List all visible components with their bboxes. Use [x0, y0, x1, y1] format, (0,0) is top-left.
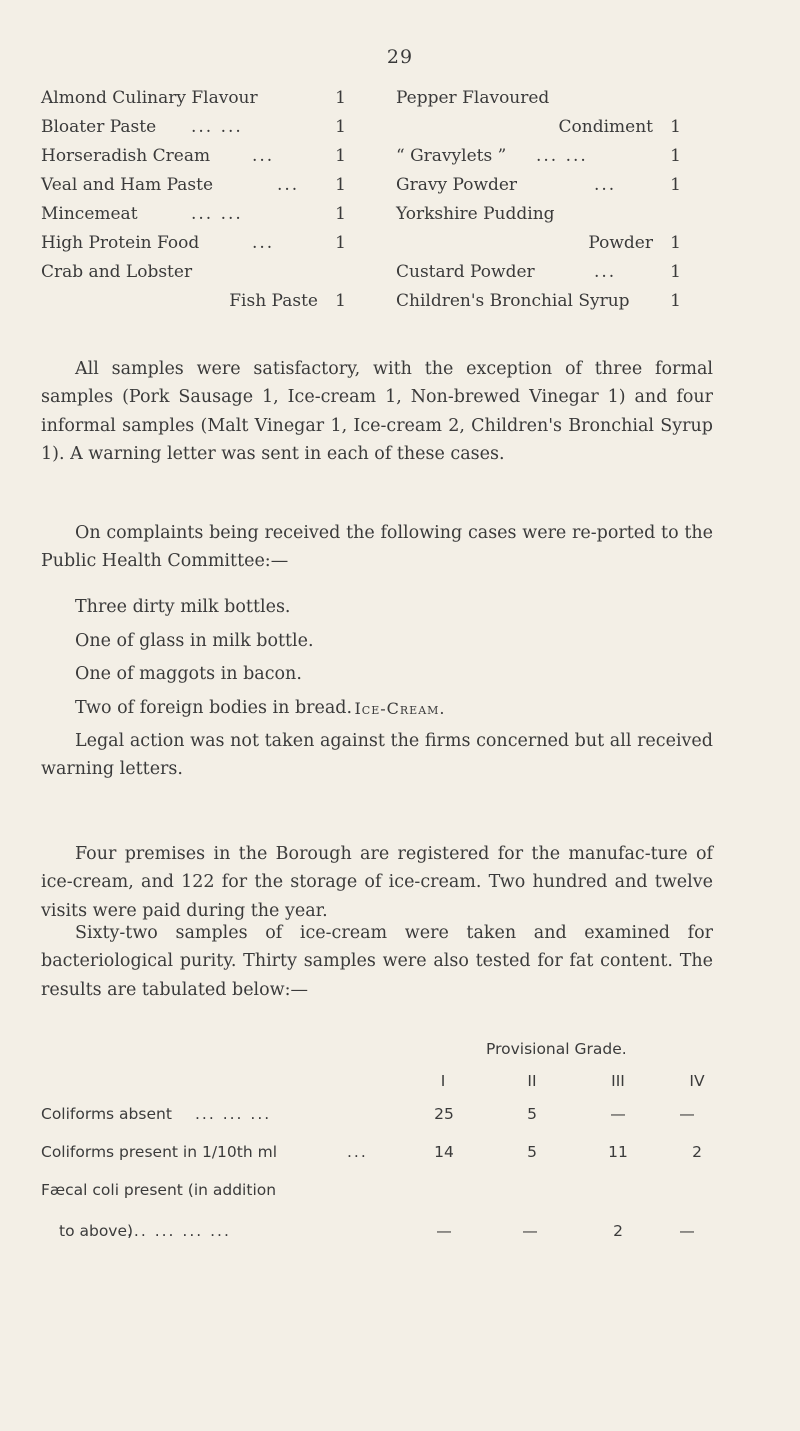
table-cell: 5 — [527, 1143, 537, 1161]
paragraph-complaints-intro: On complaints being received the following cases were re-ported to the Public Health Committee:— — [41, 523, 713, 572]
row-label: Fæcal coli present (in addition — [41, 1181, 277, 1199]
list-item: Three dirty milk bottles. — [75, 597, 291, 617]
table-cell: 11 — [608, 1143, 628, 1161]
row-label: Coliforms absent — [41, 1105, 172, 1123]
table-cell: 2 — [692, 1143, 702, 1161]
row-dots: ... — [347, 1143, 368, 1161]
list-item: Gravy Powder ... 1 — [396, 175, 681, 195]
list-item: “ Gravylets ” ... ... 1 — [396, 146, 681, 166]
table-cell: 14 — [434, 1143, 454, 1161]
list-item: Yorkshire Pudding — [396, 204, 555, 224]
row-label: Coliforms present in 1/10th ml — [41, 1143, 278, 1161]
list-item: Children's Bronchial Syrup 1 — [396, 291, 681, 311]
list-item: One of glass in milk bottle. — [75, 630, 314, 651]
column-header: I — [440, 1072, 446, 1090]
column-header: II — [527, 1072, 537, 1090]
table-cell: 25 — [434, 1105, 454, 1123]
table-cell: — — [522, 1222, 538, 1240]
list-item: Crab and Lobster — [41, 262, 193, 282]
table-cell: — — [436, 1222, 452, 1240]
list-item: Two of foreign bodies in bread. — [75, 697, 353, 718]
table-cell: 2 — [613, 1222, 623, 1240]
paragraph-premises: Four premises in the Borough are registered for the manufac-ture of ice-cream, and 122 for the storage of ice-cream. Two hundred and twelve visits were paid during the year. — [41, 844, 713, 921]
paragraph-legal-action: Legal action was not taken against the firms concerned but all received warning letters. — [41, 731, 713, 780]
column-header: IV — [689, 1072, 705, 1090]
table-cell: 5 — [527, 1105, 537, 1123]
paragraph-samples-result: All samples were satisfactory, with the exception of three formal samples (Pork Sausage 1, Ice-cream 1, Non-brewed Vinegar 1) and four informal samples (Malt Vinegar 1, Ice-cream 2, Children's Bronchial Syrup 1). A warning letter was sent in each of these cases. — [41, 359, 713, 465]
page-number: 29 — [386, 46, 414, 68]
table-cell: — — [679, 1222, 695, 1240]
table-cell: — — [679, 1105, 695, 1123]
list-item: Horseradish Cream ... 1 — [41, 146, 346, 166]
list-item: One of maggots in bacon. — [75, 664, 302, 684]
paragraph-samples: Sixty-two samples of ice-cream were taken and examined for bacteriological purity. Thirty samples were also tested for fat content. The results are tabulated below:— — [41, 923, 713, 1000]
list-item: Pepper Flavoured — [396, 88, 550, 108]
list-item: Fish Paste 1 — [229, 291, 346, 311]
row-dots: ... ... ... ... — [127, 1222, 231, 1240]
list-item: High Protein Food ... 1 — [41, 233, 346, 253]
list-item: Custard Powder ... 1 — [396, 262, 681, 282]
list-item: Powder 1 — [588, 233, 681, 253]
row-dots: ... ... ... — [195, 1105, 272, 1123]
table-cell: — — [610, 1105, 626, 1123]
row-label: to above) — [59, 1222, 134, 1240]
list-item: Almond Culinary Flavour 1 — [41, 88, 346, 108]
list-item: Mincemeat ... ... 1 — [41, 204, 346, 224]
list-item: Condiment 1 — [558, 117, 681, 137]
table-group-header: Provisional Grade. — [486, 1040, 627, 1058]
list-item: Veal and Ham Paste ... 1 — [41, 175, 346, 195]
section-heading: Ice-Cream. — [354, 699, 446, 718]
column-header: III — [611, 1072, 625, 1090]
list-item: Bloater Paste ... ... 1 — [41, 117, 346, 137]
